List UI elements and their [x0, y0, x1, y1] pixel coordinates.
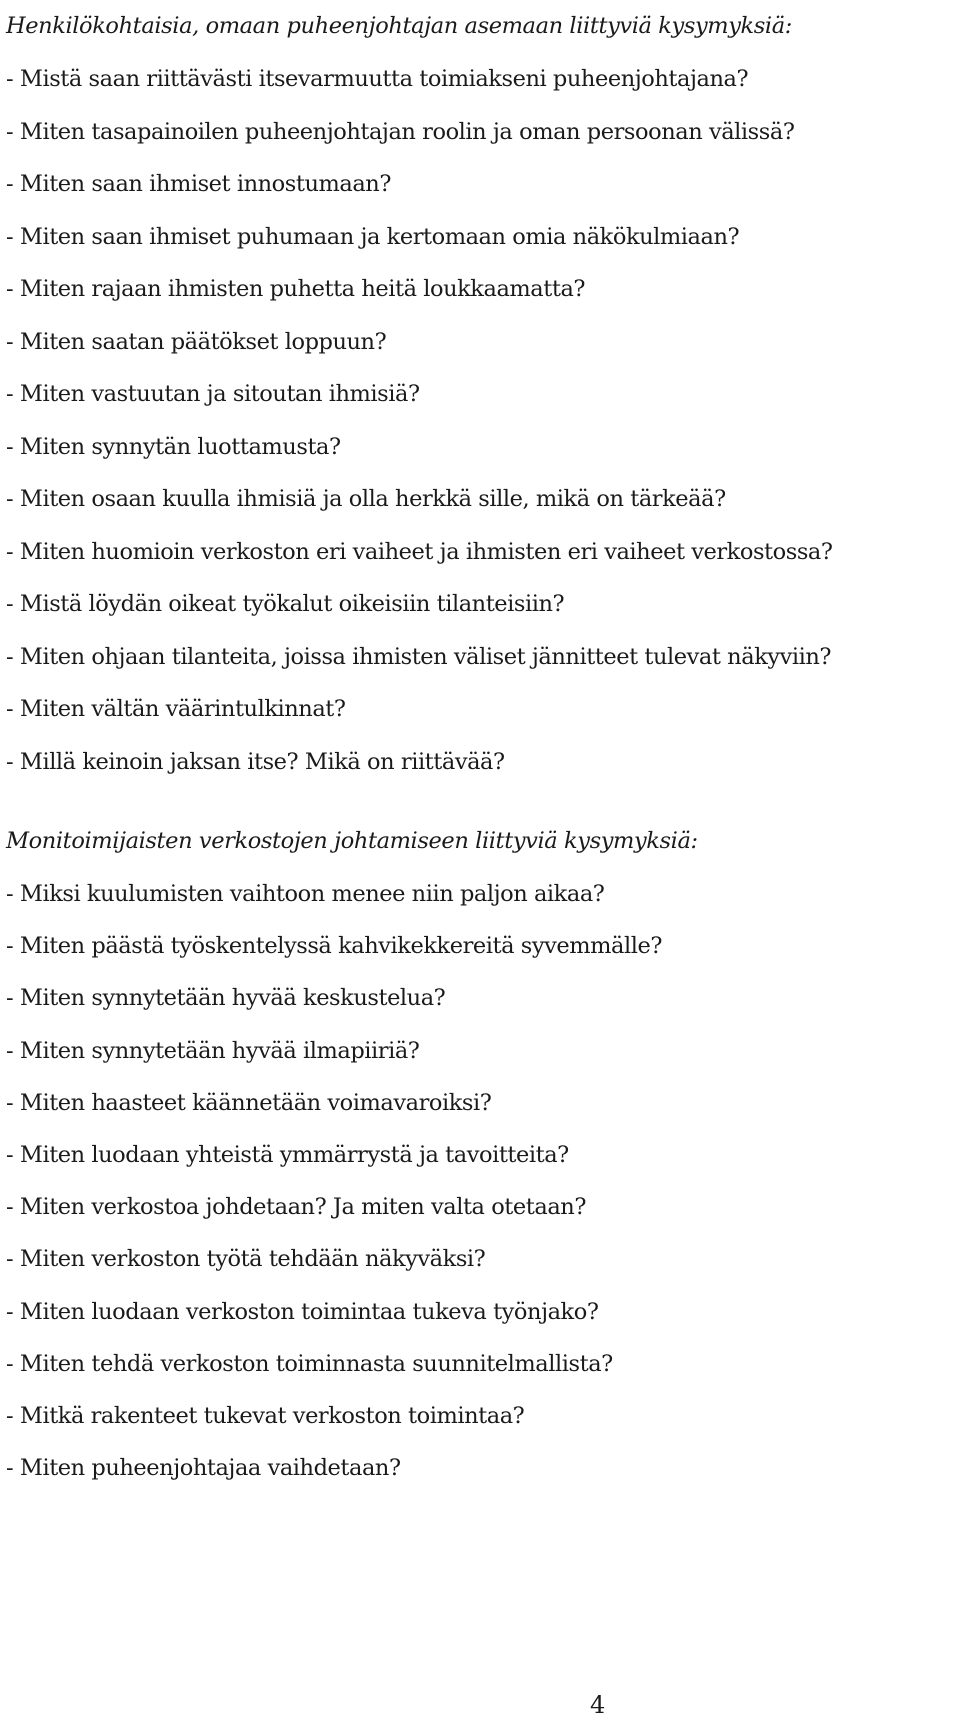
question-item: - Miten saan ihmiset puhumaan ja kertomaan omia näkökulmiaan?	[6, 223, 740, 250]
question-item: - Miten synnytän luottamusta?	[6, 433, 341, 460]
question-list	[0, 53, 960, 788]
question-item: - Miten synnytetään hyvää ilmapiiriä?	[6, 1037, 420, 1064]
question-item: - Miten puheenjohtajaa vaihdetaan?	[6, 1455, 401, 1482]
question-item: - Miksi kuulumisten vaihtoon menee niin paljon aikaa?	[6, 881, 605, 907]
question-item: - Miten saan ihmiset innostumaan?	[6, 171, 391, 197]
question-item: - Miten vältän väärintulkinnat?	[6, 696, 346, 722]
question-item: - Miten huomioin verkoston eri vaiheet ja ihmisten eri vaiheet verkostossa?	[6, 538, 833, 565]
section-heading: Monitoimijaisten verkostojen johtamiseen liittyviä kysymyksiä:	[6, 828, 698, 854]
question-item: - Miten verkoston työtä tehdään näkyväksi?	[6, 1246, 486, 1273]
question-item: - Miten vastuutan ja sitoutan ihmisiä?	[6, 381, 420, 407]
section-network-questions	[0, 815, 960, 1494]
question-item: - Miten tasapainoilen puheenjohtajan roolin ja oman persoonan välissä?	[6, 118, 795, 145]
question-item: - Mitkä rakenteet tukevat verkoston toimintaa?	[6, 1402, 525, 1429]
question-item: - Miten ohjaan tilanteita, joissa ihmisten väliset jännitteet tulevat näkyviin?	[6, 643, 832, 670]
question-item: - Miten luodaan yhteistä ymmärrystä ja tavoitteita?	[6, 1141, 569, 1168]
question-item: - Miten verkostoa johdetaan? Ja miten valta otetaan?	[6, 1194, 586, 1221]
question-item: - Miten synnytetään hyvää keskustelua?	[6, 985, 446, 1012]
page-number: 4	[590, 1691, 606, 1719]
question-item: - Millä keinoin jaksan itse? Mikä on riittävää?	[6, 748, 505, 775]
question-item: - Miten osaan kuulla ihmisiä ja olla herkkä sille, mikä on tärkeää?	[6, 486, 726, 512]
question-item: - Miten haasteet käännetään voimavaroiksi?	[6, 1089, 492, 1116]
question-item: - Mistä saan riittävästi itsevarmuutta toimiakseni puheenjohtajana?	[6, 66, 749, 92]
question-item: - Miten päästä työskentelyssä kahvikekkereitä syvemmälle?	[6, 933, 662, 960]
section-personal-questions	[0, 0, 960, 788]
question-list	[0, 868, 960, 1494]
question-item: - Miten rajaan ihmisten puhetta heitä loukkaamatta?	[6, 276, 586, 302]
question-item: - Miten luodaan verkoston toimintaa tukeva työnjako?	[6, 1298, 599, 1325]
question-item: - Miten saatan päätökset loppuun?	[6, 328, 387, 355]
section-heading: Henkilökohtaisia, omaan puheenjohtajan asemaan liittyviä kysymyksiä:	[6, 13, 792, 39]
question-item: - Miten tehdä verkoston toiminnasta suunnitelmallista?	[6, 1350, 613, 1377]
question-item: - Mistä löydän oikeat työkalut oikeisiin tilanteisiin?	[6, 591, 565, 617]
